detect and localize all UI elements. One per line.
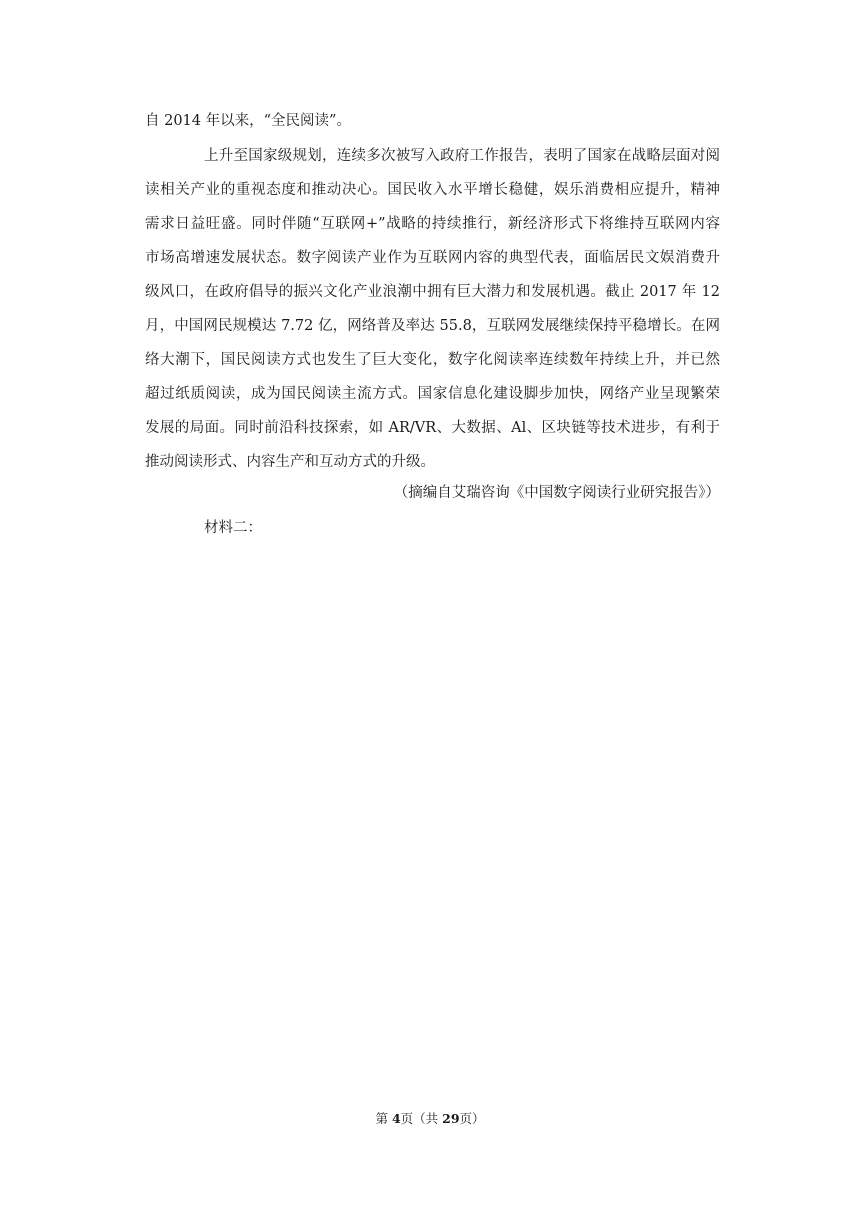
text-line: 发展的局面。同时前沿科技探索，如 AR/VR、大数据、Al、区块链等技术进步，有利于 — [145, 420, 720, 436]
material-label: 材料二： — [204, 520, 262, 536]
footer-prefix: 第 — [375, 1111, 392, 1126]
source-citation: （摘编自艾瑞咨询《中国数字阅读行业研究报告》） — [393, 485, 720, 501]
text-line: 上升至国家级规划，连续多次被写入政府工作报告，表明了国家在战略层面对阅 — [204, 148, 720, 164]
text-line: 超过纸质阅读，成为国民阅读主流方式。国家信息化建设脚步加快，网络产业呈现繁荣 — [145, 386, 720, 402]
page-footer — [0, 1110, 860, 1128]
text-line: 需求日益旺盛。同时伴随“互联网+”战略的持续推行，新经济形式下将维持互联网内容 — [145, 216, 720, 232]
footer-middle: 页（共 — [400, 1111, 443, 1126]
footer-suffix: 页） — [459, 1111, 485, 1126]
text-line: 市场高增速发展状态。数字阅读产业作为互联网内容的典型代表，面临居民文娱消费升 — [145, 250, 720, 266]
footer-page-number: 4 — [391, 1111, 401, 1126]
text-line: 推动阅读形式、内容生产和互动方式的升级。 — [145, 454, 435, 470]
text-line: 读相关产业的重视态度和推动决心。国民收入水平增长稳健，娱乐消费相应提升，精神 — [145, 182, 720, 198]
text-line: 级风口，在政府倡导的振兴文化产业浪潮中拥有巨大潜力和发展机遇。截止 2017 年 12 — [145, 284, 720, 300]
text-line: 自 2014 年以来，“全民阅读”。 — [145, 113, 351, 129]
text-line: 月，中国网民规模达 7.72 亿，网络普及率达 55.8，互联网发展继续保持平稳增长。在网 — [145, 318, 720, 334]
text-line: 络大潮下，国民阅读方式也发生了巨大变化，数字化阅读率连续数年持续上升，并已然 — [145, 352, 720, 368]
footer-total-pages: 29 — [442, 1111, 460, 1126]
